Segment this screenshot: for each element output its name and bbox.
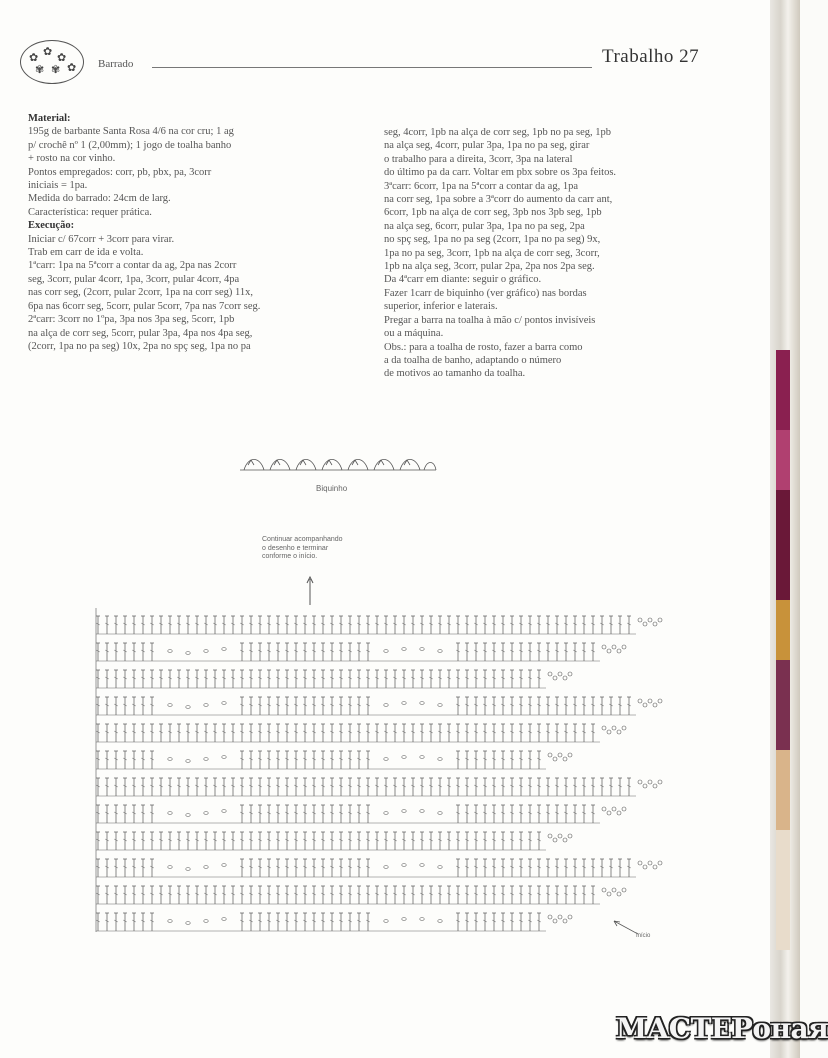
text-line: de motivos ao tamanho da toalha. <box>384 368 526 380</box>
flower-logo-icon: ✿ ✿ ✿ ✾ ✾ ✿ <box>20 40 84 84</box>
text-line: no spç seg, 1pa no pa seg (2corr, 1pa no pa seg) 9x, <box>384 234 601 246</box>
text-line: 1pa no pa seg, 3corr, 1pb na alça de corr seg, 3corr, <box>384 247 600 259</box>
text-line: na corr seg, 1pa sobre a 3ªcorr do aumento da carr ant, <box>384 194 613 206</box>
note-line: Continuar acompanhando <box>262 536 343 543</box>
note-line: o desenho e terminar <box>262 544 329 552</box>
text-line: Execução: <box>28 220 75 232</box>
section-label: Barrado <box>98 58 134 70</box>
instructions-right-column <box>384 126 734 381</box>
book-spine <box>770 0 800 1058</box>
edge-caption: Biquinho <box>316 484 348 493</box>
header-rule <box>152 67 592 68</box>
text-line: iniciais = 1pa. <box>28 180 88 192</box>
watermark: МАСТЕРоная <box>616 1012 828 1045</box>
text-line: ou a máquina. <box>384 328 444 340</box>
chart-note <box>262 536 372 562</box>
page-title: Trabalho 27 <box>602 46 700 67</box>
text-line: na alça de corr seg, 5corr, pular 3pa, 4pa nos 4pa seg, <box>28 327 253 339</box>
text-line: 195g de barbante Santa Rosa 4/6 na cor cru; 1 ag <box>28 126 234 138</box>
start-label: Início <box>636 933 651 939</box>
crochet-stitch-chart <box>92 602 682 942</box>
text-line: Obs.: para a toalha de rosto, fazer a barra como <box>384 341 583 353</box>
text-line: Medida do barrado: 24cm de larg. <box>28 193 171 205</box>
text-line: p/ crochê nº 1 (2,00mm); 1 jogo de toalha banho <box>28 139 232 151</box>
note-line: conforme o início. <box>262 553 318 560</box>
text-line: Da 4ªcarr em diante: seguir o gráfico. <box>384 274 542 286</box>
text-line: (2corr, 1pa no pa seg) 10x, 2pa no spç seg, 1pa no pa <box>28 340 251 352</box>
instructions-left-column <box>28 112 368 353</box>
text-line: 6pa nas 6corr seg, 5corr, pular 5corr, 7pa nas 7corr seg. <box>28 300 261 312</box>
text-line: + rosto na cor vinho. <box>28 153 116 165</box>
text-line: na alça seg, 4corr, pular 3pa, 1pa no pa seg, girar <box>384 140 590 152</box>
text-line: superior, inferior e laterais. <box>384 301 498 313</box>
text-line: Fazer 1carr de biquinho (ver gráfico) nas bordas <box>384 287 587 299</box>
picot-edge-diagram <box>238 452 438 476</box>
text-line: 6corr, 1pb na alça de corr seg, 3pb nos 3pb seg, 1pb <box>384 207 602 219</box>
text-line: Iniciar c/ 67corr + 3corr para virar. <box>28 233 175 245</box>
text-line: 1ªcarr: 1pa na 5ªcorr a contar da ag, 2pa nas 2corr <box>28 260 237 272</box>
text-line: a da toalha de banho, adaptando o número <box>384 354 562 366</box>
text-line: Pregar a barra na toalha à mão c/ pontos invisíveis <box>384 314 596 326</box>
text-line: 3ªcarr: 6corr, 1pa na 5ªcorr a contar da ag, 1pa <box>384 180 578 192</box>
text-line: Pontos empregados: corr, pb, pbx, pa, 3corr <box>28 166 212 178</box>
text-line: seg, 4corr, 1pb na alça de corr seg, 1pb no pa seg, 1pb <box>384 127 612 138</box>
text-line: 1pb na alça seg, 3corr, pular 2pa, 2pa nos 2pa seg. <box>384 261 595 273</box>
text-line: 2ªcarr: 3corr no 1ºpa, 3pa nos 3pa seg, 5corr, 1pb <box>28 314 235 326</box>
text-line: o trabalho para a direita, 3corr, 3pa na lateral <box>384 153 573 165</box>
text-line: Característica: requer prática. <box>28 206 152 218</box>
text-line: seg, 3corr, pular 4corr, 1pa, 3corr, pular 4corr, 4pa <box>28 273 240 285</box>
text-line: na alça seg, 6corr, pular 3pa, 1pa no pa seg, 2pa <box>384 220 585 232</box>
text-line: Material: <box>28 113 71 124</box>
text-line: Trab em carr de ida e volta. <box>28 247 144 259</box>
text-line: do último pa da carr. Voltar em pbx sobre os 3pa feitos. <box>384 167 617 179</box>
text-line: nas corr seg, (2corr, pular 2corr, 1pa na corr seg) 11x, <box>28 287 254 299</box>
